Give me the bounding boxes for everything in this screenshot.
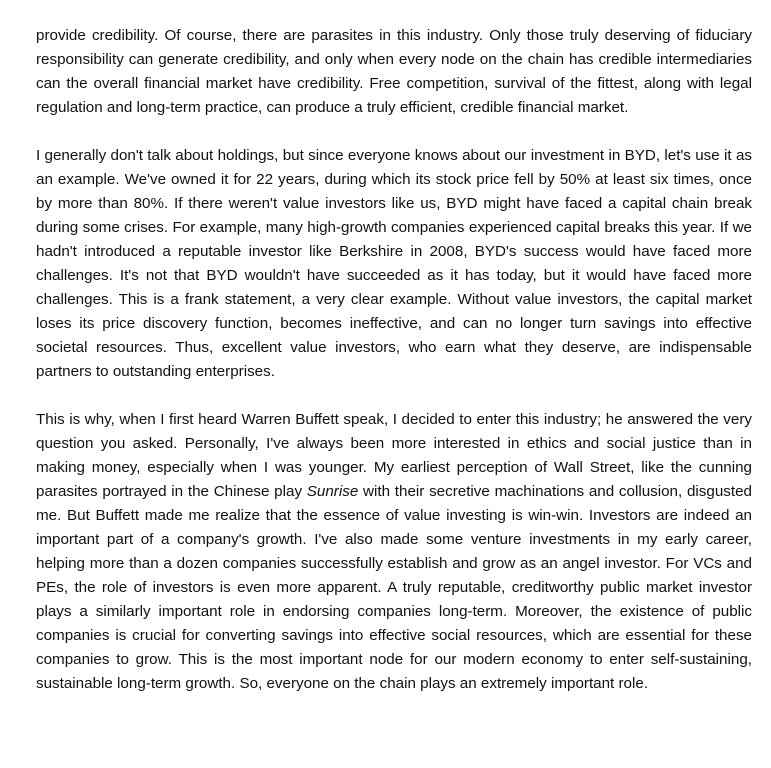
paragraph-buffett-text-end: with their secretive machinations and collusion, disgusted me. But Buffett made me realize that the essence of value investing is win-win. Investors are indeed an important part of a company's growth. I've also made some venture investments in my early career, helping more than a dozen companies successfully establish and grow as an angel investor. For VCs and PEs, the role of investors is even more apparent. A truly reputable, creditworthy public market investor plays a similarly important role in endorsing companies long-term. Moreover, the existence of public companies is crucial for converting savings into effective social resources, which are essential for these companies to grow. This is the most important node for our modern economy to enter self-sustaining, sustainable long-term growth. So, everyone on the chain plays an extremely important role. (36, 483, 752, 692)
paragraph-byd-example: I generally don't talk about holdings, but since everyone knows about our investment in BYD, let's use it as an example. We've owned it for 22 years, during which its stock price fell by 50% at least six times, once by more than 80%. If there weren't value investors like us, BYD might have faced a capital chain break during some crises. For example, many high-growth companies experienced capital breaks this year. If we hadn't introduced a reputable investor like Berkshire in 2008, BYD's success would have faced more challenges. It's not that BYD wouldn't have succeeded as it has today, but it would have faced more challenges. This is a frank statement, a very clear example. Without value investors, the capital market loses its price discovery function, becomes ineffective, and can no longer turn savings into effective societal resources. Thus, excellent value investors, who earn what they deserve, are indispensable partners to outstanding enterprises. (36, 147, 752, 380)
paragraph-buffett-text-start: This is why, when I first heard Warren Buffett speak, I decided to enter this industry; he answered the very question you asked. Personally, I've always been more interested in ethics and social justice than in making money, especially when I was younger. My earliest perception of Wall Street, like the cunning parasites portrayed in the Chinese play (36, 411, 752, 500)
paragraph-buffett (36, 408, 752, 696)
document-body (36, 24, 752, 696)
paragraph-credibility: provide credibility. Of course, there are parasites in this industry. Only those truly deserving of fiduciary responsibility can generate credibility, and only when every node on the chain has credible intermediaries can the overall financial market have credibility. Free competition, survival of the fittest, along with legal regulation and long-term practice, can produce a truly efficient, credible financial market. (36, 27, 752, 116)
play-title-sunrise: Sunrise (306, 483, 359, 500)
